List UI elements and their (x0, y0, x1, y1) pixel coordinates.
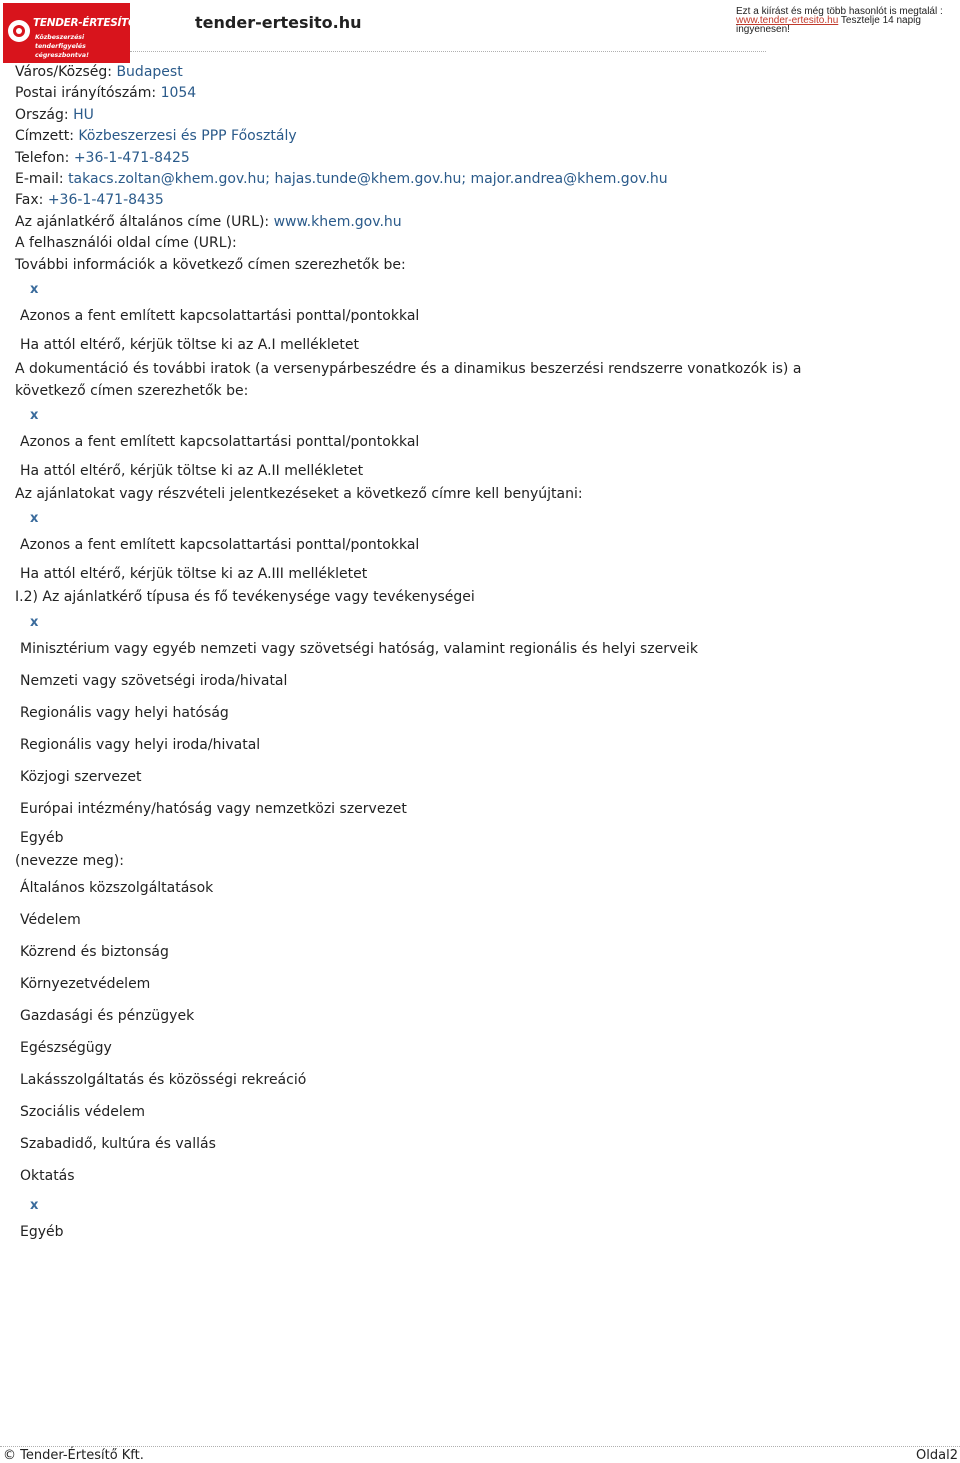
activity-item: Szabadidő, kultúra és vallás (20, 1136, 216, 1153)
checked-mark-icon: x (30, 1198, 39, 1214)
authority-type-item: Közjogi szervezet (20, 768, 142, 785)
contact-postcode: Postai irányítószám: 1054 (15, 85, 197, 102)
authority-type-item: Regionális vagy helyi iroda/hivatal (20, 736, 261, 753)
site-logo[interactable] (3, 3, 155, 63)
option-same-contact: Azonos a fent említett kapcsolattartási ponttal/pontokkal (20, 433, 420, 450)
promo-cta: Tesztelje 14 napig ingyenesen! (736, 15, 921, 35)
checked-mark-icon: x (30, 511, 39, 527)
info-title: További információk a következő címen szerezhetők be: (15, 256, 406, 273)
contact-fax: Fax: +36-1-471-8435 (15, 192, 164, 209)
activity-item: Gazdasági és pénzügyek (20, 1008, 195, 1025)
header-divider (130, 51, 766, 52)
checked-mark-icon: x (30, 614, 39, 630)
target-icon (8, 20, 30, 42)
contact-email: E-mail: takacs.zoltan@khem.gov.hu; hajas.tunde@khem.gov.hu; major.andrea@khem.gov.hu (15, 170, 668, 187)
logo-subtitle: Közbeszerzési tenderfigyelés cégreszbontva! (35, 34, 89, 59)
document-body (15, 62, 815, 1248)
authority-type-item: Nemzeti vagy szövetségi iroda/hivatal (20, 672, 288, 689)
promo-box (736, 7, 958, 34)
specify-label: (nevezze meg): (15, 852, 124, 869)
contact-country: Ország: HU (15, 106, 94, 123)
contact-phone: Telefon: +36-1-471-8425 (15, 149, 190, 166)
activity-item: Közrend és biztonság (20, 944, 169, 961)
copyright: © Tender-Értesítő Kft. (3, 1448, 144, 1463)
authority-type-item: Regionális vagy helyi hatóság (20, 704, 229, 721)
activity-item: Környezetvédelem (20, 976, 151, 993)
contact-addressee: Címzett: Közbeszerzesi és PPP Főosztály (15, 128, 297, 145)
page-number: Oldal2 (916, 1448, 958, 1463)
submit-title: Az ajánlatokat vagy részvételi jelentkezéseket a következő címre kell benyújtani: (15, 485, 583, 502)
docs-title: A dokumentáció és további iratok (a versenypárbeszédre és a dinamikus beszerzési rendszerre vonatkozók is) a következő címen szerezhetők be: (15, 360, 802, 399)
activity-item-other: Egyéb (20, 1224, 64, 1241)
authority-type-item: Európai intézmény/hatóság vagy nemzetközi szervezet (20, 800, 407, 817)
contact-url: Az ajánlatkérő általános címe (URL): www.khem.gov.hu (15, 213, 402, 230)
activity-item: Általános közszolgáltatások (20, 880, 214, 897)
activity-item: Oktatás (20, 1168, 75, 1185)
activity-item: Lakásszolgáltatás és közösségi rekreáció (20, 1072, 307, 1089)
authority-type-item: Minisztérium vagy egyéb nemzeti vagy szövetségi hatóság, valamint regionális és helyi szerveik (20, 640, 698, 657)
contact-city: Város/Község: Budapest (15, 64, 183, 80)
option-same-contact: Azonos a fent említett kapcsolattartási ponttal/pontokkal (20, 307, 420, 324)
checked-mark-icon: x (30, 281, 39, 297)
option-same-contact: Azonos a fent említett kapcsolattartási ponttal/pontokkal (20, 537, 420, 554)
authority-type-item: Egyéb (20, 829, 64, 846)
type-title: I.2) Az ajánlatkérő típusa és fő tevékenysége vagy tevékenységei (15, 589, 475, 606)
footer-divider (0, 1446, 960, 1447)
promo-text: Ezt a kiírást és még több hasonlót is megtalál : (736, 6, 943, 17)
site-name: tender-ertesito.hu (195, 13, 362, 32)
promo-link[interactable]: www.tender-ertesito.hu (736, 15, 839, 26)
activity-item: Szociális védelem (20, 1104, 146, 1121)
option-annex-a3: Ha attól eltérő, kérjük töltse ki az A.III mellékletet (20, 566, 368, 583)
activity-item: Védelem (20, 912, 81, 929)
checked-mark-icon: x (30, 407, 39, 423)
activity-item: Egészségügy (20, 1040, 112, 1057)
contact-user-url: A felhasználói oldal címe (URL): (15, 235, 237, 252)
option-annex-a1: Ha attól eltérő, kérjük töltse ki az A.I mellékletet (20, 336, 359, 353)
logo-title: TENDER-ÉRTESÍTŐ.hu (33, 17, 155, 29)
option-annex-a2: Ha attól eltérő, kérjük töltse ki az A.II mellékletet (20, 462, 364, 479)
